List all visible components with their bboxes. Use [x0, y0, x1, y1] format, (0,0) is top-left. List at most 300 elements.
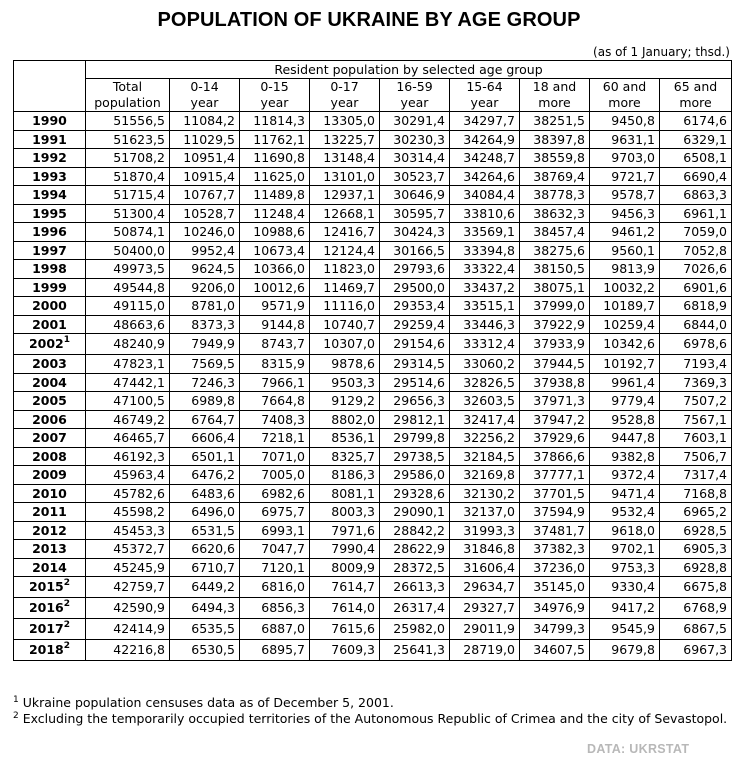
- value-cell: 12416,7: [310, 223, 380, 242]
- value-cell: 9372,4: [590, 466, 660, 485]
- value-cell: 7246,3: [170, 373, 240, 392]
- value-cell: 30646,9: [380, 186, 450, 205]
- column-header: [450, 79, 520, 112]
- value-cell: 8536,1: [310, 429, 380, 448]
- column-header-line: year: [330, 95, 359, 110]
- value-cell: 9702,1: [590, 540, 660, 559]
- column-header: [380, 79, 450, 112]
- value-cell: 10342,6: [590, 334, 660, 355]
- value-cell: 38075,1: [520, 278, 590, 297]
- value-cell: 29314,5: [380, 355, 450, 374]
- value-cell: 10740,7: [310, 315, 380, 334]
- value-cell: 6967,3: [660, 640, 732, 661]
- value-cell: 32169,8: [450, 466, 520, 485]
- value-cell: 29812,1: [380, 410, 450, 429]
- value-cell: 38778,3: [520, 186, 590, 205]
- units-note: (as of 1 January; thsd.): [593, 45, 730, 59]
- column-header-line: year: [260, 95, 289, 110]
- value-cell: 42414,9: [86, 619, 170, 640]
- value-cell: 7971,6: [310, 521, 380, 540]
- year-cell: 1995: [14, 204, 86, 223]
- value-cell: 32826,5: [450, 373, 520, 392]
- column-header: [240, 79, 310, 112]
- year-cell: 2011: [14, 503, 86, 522]
- value-cell: 12124,4: [310, 241, 380, 260]
- value-cell: 11489,8: [240, 186, 310, 205]
- value-cell: 45453,3: [86, 521, 170, 540]
- value-cell: 6531,5: [170, 521, 240, 540]
- value-cell: 38251,5: [520, 112, 590, 131]
- year-cell: 2015$^2$: [14, 577, 86, 598]
- column-header-line: Total: [112, 79, 143, 94]
- value-cell: 8315,9: [240, 355, 310, 374]
- value-cell: 33312,4: [450, 334, 520, 355]
- value-cell: 7026,6: [660, 260, 732, 279]
- value-cell: 31606,4: [450, 558, 520, 577]
- column-header-line: year: [400, 95, 429, 110]
- value-cell: 11029,5: [170, 130, 240, 149]
- value-cell: 9450,8: [590, 112, 660, 131]
- column-header-line: more: [538, 95, 571, 110]
- value-cell: 6476,2: [170, 466, 240, 485]
- year-cell: 2014: [14, 558, 86, 577]
- value-cell: 7317,4: [660, 466, 732, 485]
- value-cell: 9528,8: [590, 410, 660, 429]
- table-row: [14, 410, 732, 429]
- value-cell: 6483,6: [170, 484, 240, 503]
- footnote-1: $^1$ Ukraine population censuses data as of December 5, 2001.: [13, 695, 394, 710]
- year-cell: 2002$^1$: [14, 334, 86, 355]
- value-cell: 37922,9: [520, 315, 590, 334]
- table-row: [14, 598, 732, 619]
- value-cell: 6856,3: [240, 598, 310, 619]
- value-cell: 9721,7: [590, 167, 660, 186]
- table-row: [14, 297, 732, 316]
- value-cell: 6863,3: [660, 186, 732, 205]
- value-cell: 49115,0: [86, 297, 170, 316]
- value-cell: 8781,0: [170, 297, 240, 316]
- value-cell: 9753,3: [590, 558, 660, 577]
- value-cell: 51623,5: [86, 130, 170, 149]
- value-cell: 10189,7: [590, 297, 660, 316]
- value-cell: 38397,8: [520, 130, 590, 149]
- value-cell: 6993,1: [240, 521, 310, 540]
- value-cell: 9618,0: [590, 521, 660, 540]
- value-cell: 13225,7: [310, 130, 380, 149]
- value-cell: 51870,4: [86, 167, 170, 186]
- value-cell: 7369,3: [660, 373, 732, 392]
- value-cell: 6965,2: [660, 503, 732, 522]
- value-cell: 11084,2: [170, 112, 240, 131]
- value-cell: 33394,8: [450, 241, 520, 260]
- column-header: [310, 79, 380, 112]
- table-row: [14, 577, 732, 598]
- column-header-line: 16-59: [396, 79, 433, 94]
- value-cell: 33446,3: [450, 315, 520, 334]
- value-cell: 9461,2: [590, 223, 660, 242]
- value-cell: 8081,1: [310, 484, 380, 503]
- year-cell: 1996: [14, 223, 86, 242]
- value-cell: 12937,1: [310, 186, 380, 205]
- value-cell: 9129,2: [310, 392, 380, 411]
- value-cell: 13305,0: [310, 112, 380, 131]
- value-cell: 37777,1: [520, 466, 590, 485]
- year-cell: 1994: [14, 186, 86, 205]
- table-row: [14, 619, 732, 640]
- value-cell: 50400,0: [86, 241, 170, 260]
- value-cell: 6174,6: [660, 112, 732, 131]
- value-cell: 6530,5: [170, 640, 240, 661]
- value-cell: 37944,5: [520, 355, 590, 374]
- value-cell: 29500,0: [380, 278, 450, 297]
- population-table: [13, 60, 732, 661]
- value-cell: 7507,2: [660, 392, 732, 411]
- footnote-marker: 2: [63, 578, 71, 588]
- value-cell: 29799,8: [380, 429, 450, 448]
- value-cell: 11116,0: [310, 297, 380, 316]
- value-cell: 26613,3: [380, 577, 450, 598]
- value-cell: 32417,4: [450, 410, 520, 429]
- value-cell: 42759,7: [86, 577, 170, 598]
- value-cell: 6867,5: [660, 619, 732, 640]
- table-row: [14, 447, 732, 466]
- column-header-line: 0-17: [330, 79, 359, 94]
- table-row: [14, 167, 732, 186]
- value-cell: 29656,3: [380, 392, 450, 411]
- value-cell: 6764,7: [170, 410, 240, 429]
- value-cell: 9624,5: [170, 260, 240, 279]
- value-cell: 7408,3: [240, 410, 310, 429]
- value-cell: 33569,1: [450, 223, 520, 242]
- value-cell: 7949,9: [170, 334, 240, 355]
- value-cell: 6768,9: [660, 598, 732, 619]
- value-cell: 9961,4: [590, 373, 660, 392]
- value-cell: 9330,4: [590, 577, 660, 598]
- table-row: [14, 241, 732, 260]
- value-cell: 6675,8: [660, 577, 732, 598]
- value-cell: 9560,1: [590, 241, 660, 260]
- value-cell: 9545,9: [590, 619, 660, 640]
- value-cell: 6975,7: [240, 503, 310, 522]
- table-row: [14, 130, 732, 149]
- value-cell: 29586,0: [380, 466, 450, 485]
- value-cell: 12668,1: [310, 204, 380, 223]
- value-cell: 9631,1: [590, 130, 660, 149]
- table-row: [14, 466, 732, 485]
- value-cell: 9813,9: [590, 260, 660, 279]
- value-cell: 37481,7: [520, 521, 590, 540]
- value-cell: 6501,1: [170, 447, 240, 466]
- year-cell: 1992: [14, 149, 86, 168]
- value-cell: 7615,6: [310, 619, 380, 640]
- table-row: [14, 149, 732, 168]
- value-cell: 6816,0: [240, 577, 310, 598]
- value-cell: 8802,0: [310, 410, 380, 429]
- value-cell: 6329,1: [660, 130, 732, 149]
- group-header: Resident population by selected age group: [86, 61, 732, 79]
- value-cell: 26317,4: [380, 598, 450, 619]
- value-cell: 6982,6: [240, 484, 310, 503]
- table-row: [14, 278, 732, 297]
- value-cell: 29327,7: [450, 598, 520, 619]
- table-row: [14, 260, 732, 279]
- value-cell: 33810,6: [450, 204, 520, 223]
- value-cell: 9578,7: [590, 186, 660, 205]
- value-cell: 9456,3: [590, 204, 660, 223]
- value-cell: 9779,4: [590, 392, 660, 411]
- value-cell: 6496,0: [170, 503, 240, 522]
- value-cell: 7218,1: [240, 429, 310, 448]
- value-cell: 29353,4: [380, 297, 450, 316]
- table-row: [14, 315, 732, 334]
- value-cell: 11823,0: [310, 260, 380, 279]
- value-cell: 46749,2: [86, 410, 170, 429]
- value-cell: 25982,0: [380, 619, 450, 640]
- value-cell: 10366,0: [240, 260, 310, 279]
- value-cell: 6895,7: [240, 640, 310, 661]
- column-header: [86, 79, 170, 112]
- value-cell: 51715,4: [86, 186, 170, 205]
- value-cell: 11248,4: [240, 204, 310, 223]
- year-cell: 2017$^2$: [14, 619, 86, 640]
- value-cell: 6978,6: [660, 334, 732, 355]
- value-cell: 33060,2: [450, 355, 520, 374]
- column-header-line: more: [608, 95, 641, 110]
- value-cell: 10767,7: [170, 186, 240, 205]
- value-cell: 6690,4: [660, 167, 732, 186]
- year-cell: 1993: [14, 167, 86, 186]
- value-cell: 7005,0: [240, 466, 310, 485]
- value-cell: 51300,4: [86, 204, 170, 223]
- value-cell: 37701,5: [520, 484, 590, 503]
- value-cell: 35145,0: [520, 577, 590, 598]
- value-cell: 30523,7: [380, 167, 450, 186]
- table-row: [14, 503, 732, 522]
- value-cell: 11762,1: [240, 130, 310, 149]
- footnotes: [13, 695, 728, 727]
- year-cell: 2010: [14, 484, 86, 503]
- value-cell: 9503,3: [310, 373, 380, 392]
- value-cell: 8325,7: [310, 447, 380, 466]
- value-cell: 11690,8: [240, 149, 310, 168]
- table-row: [14, 558, 732, 577]
- value-cell: 29154,6: [380, 334, 450, 355]
- year-cell: 2009: [14, 466, 86, 485]
- value-cell: 11814,3: [240, 112, 310, 131]
- value-cell: 10259,4: [590, 315, 660, 334]
- value-cell: 32256,2: [450, 429, 520, 448]
- value-cell: 10951,4: [170, 149, 240, 168]
- column-header: [590, 79, 660, 112]
- value-cell: 6844,0: [660, 315, 732, 334]
- value-cell: 6606,4: [170, 429, 240, 448]
- value-cell: 42216,8: [86, 640, 170, 661]
- column-header-line: year: [470, 95, 499, 110]
- value-cell: 30291,4: [380, 112, 450, 131]
- column-header-line: 0-14: [190, 79, 219, 94]
- value-cell: 25641,3: [380, 640, 450, 661]
- year-cell: 1998: [14, 260, 86, 279]
- year-cell: 2004: [14, 373, 86, 392]
- value-cell: 9144,8: [240, 315, 310, 334]
- value-cell: 7990,4: [310, 540, 380, 559]
- value-cell: 29634,7: [450, 577, 520, 598]
- column-header: [170, 79, 240, 112]
- value-cell: 34799,3: [520, 619, 590, 640]
- year-cell: 2001: [14, 315, 86, 334]
- value-cell: 7614,7: [310, 577, 380, 598]
- value-cell: 37929,6: [520, 429, 590, 448]
- value-cell: 29259,4: [380, 315, 450, 334]
- value-cell: 29328,6: [380, 484, 450, 503]
- table-row: [14, 484, 732, 503]
- value-cell: 10246,0: [170, 223, 240, 242]
- value-cell: 28622,9: [380, 540, 450, 559]
- table-row: [14, 540, 732, 559]
- value-cell: 6710,7: [170, 558, 240, 577]
- table-row: [14, 223, 732, 242]
- value-cell: 29514,6: [380, 373, 450, 392]
- value-cell: 9471,4: [590, 484, 660, 503]
- value-cell: 45245,9: [86, 558, 170, 577]
- value-cell: 45372,7: [86, 540, 170, 559]
- value-cell: 8003,3: [310, 503, 380, 522]
- year-cell: 2012: [14, 521, 86, 540]
- value-cell: 38769,4: [520, 167, 590, 186]
- value-cell: 6928,5: [660, 521, 732, 540]
- value-cell: 33515,1: [450, 297, 520, 316]
- value-cell: 6901,6: [660, 278, 732, 297]
- value-cell: 33437,2: [450, 278, 520, 297]
- value-cell: 9878,6: [310, 355, 380, 374]
- value-cell: 47442,1: [86, 373, 170, 392]
- column-header-line: year: [190, 95, 219, 110]
- value-cell: 6887,0: [240, 619, 310, 640]
- table-row: [14, 334, 732, 355]
- value-cell: 37594,9: [520, 503, 590, 522]
- value-cell: 7569,5: [170, 355, 240, 374]
- value-cell: 31993,3: [450, 521, 520, 540]
- year-cell: 1997: [14, 241, 86, 260]
- footnote-marker: 2: [63, 641, 71, 651]
- value-cell: 9532,4: [590, 503, 660, 522]
- value-cell: 11469,7: [310, 278, 380, 297]
- value-cell: 38632,3: [520, 204, 590, 223]
- value-cell: 46465,7: [86, 429, 170, 448]
- value-cell: 30314,4: [380, 149, 450, 168]
- column-header: [660, 79, 732, 112]
- value-cell: 7664,8: [240, 392, 310, 411]
- value-cell: 6508,1: [660, 149, 732, 168]
- value-cell: 6818,9: [660, 297, 732, 316]
- value-cell: 9382,8: [590, 447, 660, 466]
- year-cell: 2018$^2$: [14, 640, 86, 661]
- value-cell: 6961,1: [660, 204, 732, 223]
- table-row: [14, 355, 732, 374]
- value-cell: 46192,3: [86, 447, 170, 466]
- column-header-line: more: [679, 95, 712, 110]
- value-cell: 7071,0: [240, 447, 310, 466]
- value-cell: 7168,8: [660, 484, 732, 503]
- year-cell: 2003: [14, 355, 86, 374]
- value-cell: 7506,7: [660, 447, 732, 466]
- value-cell: 47100,5: [86, 392, 170, 411]
- table-row: [14, 373, 732, 392]
- value-cell: 29738,5: [380, 447, 450, 466]
- column-header-line: 65 and: [673, 79, 718, 94]
- value-cell: 7603,1: [660, 429, 732, 448]
- year-header-cell: [14, 61, 86, 112]
- value-cell: 13148,4: [310, 149, 380, 168]
- table-row: [14, 429, 732, 448]
- value-cell: 9703,0: [590, 149, 660, 168]
- value-cell: 37971,3: [520, 392, 590, 411]
- value-cell: 45782,6: [86, 484, 170, 503]
- value-cell: 38559,8: [520, 149, 590, 168]
- column-header-line: 60 and: [602, 79, 647, 94]
- value-cell: 47823,1: [86, 355, 170, 374]
- value-cell: 10307,0: [310, 334, 380, 355]
- value-cell: 9952,4: [170, 241, 240, 260]
- value-cell: 31846,8: [450, 540, 520, 559]
- value-cell: 37947,2: [520, 410, 590, 429]
- value-cell: 37866,6: [520, 447, 590, 466]
- footnote-marker: 1: [63, 335, 71, 345]
- value-cell: 48663,6: [86, 315, 170, 334]
- year-cell: 2005: [14, 392, 86, 411]
- value-cell: 34297,7: [450, 112, 520, 131]
- value-cell: 45598,2: [86, 503, 170, 522]
- year-cell: 1991: [14, 130, 86, 149]
- value-cell: 38150,5: [520, 260, 590, 279]
- value-cell: 51708,2: [86, 149, 170, 168]
- value-cell: 8743,7: [240, 334, 310, 355]
- value-cell: 37933,9: [520, 334, 590, 355]
- value-cell: 34248,7: [450, 149, 520, 168]
- value-cell: 10988,6: [240, 223, 310, 242]
- year-cell: 1999: [14, 278, 86, 297]
- value-cell: 7609,3: [310, 640, 380, 661]
- value-cell: 7567,1: [660, 410, 732, 429]
- value-cell: 8186,3: [310, 466, 380, 485]
- value-cell: 37999,0: [520, 297, 590, 316]
- value-cell: 34264,9: [450, 130, 520, 149]
- year-cell: 2013: [14, 540, 86, 559]
- value-cell: 34264,6: [450, 167, 520, 186]
- column-header-line: 15-64: [466, 79, 503, 94]
- value-cell: 34976,9: [520, 598, 590, 619]
- value-cell: 6494,3: [170, 598, 240, 619]
- value-cell: 30230,3: [380, 130, 450, 149]
- column-header: [520, 79, 590, 112]
- value-cell: 6928,8: [660, 558, 732, 577]
- value-cell: 6620,6: [170, 540, 240, 559]
- value-cell: 10673,4: [240, 241, 310, 260]
- value-cell: 48240,9: [86, 334, 170, 355]
- value-cell: 10012,6: [240, 278, 310, 297]
- value-cell: 6905,3: [660, 540, 732, 559]
- value-cell: 8373,3: [170, 315, 240, 334]
- value-cell: 6535,5: [170, 619, 240, 640]
- value-cell: 10032,2: [590, 278, 660, 297]
- value-cell: 38275,6: [520, 241, 590, 260]
- value-cell: 6989,8: [170, 392, 240, 411]
- value-cell: 10915,4: [170, 167, 240, 186]
- value-cell: 30595,7: [380, 204, 450, 223]
- column-header-line: 0-15: [260, 79, 289, 94]
- value-cell: 32184,5: [450, 447, 520, 466]
- table-row: [14, 186, 732, 205]
